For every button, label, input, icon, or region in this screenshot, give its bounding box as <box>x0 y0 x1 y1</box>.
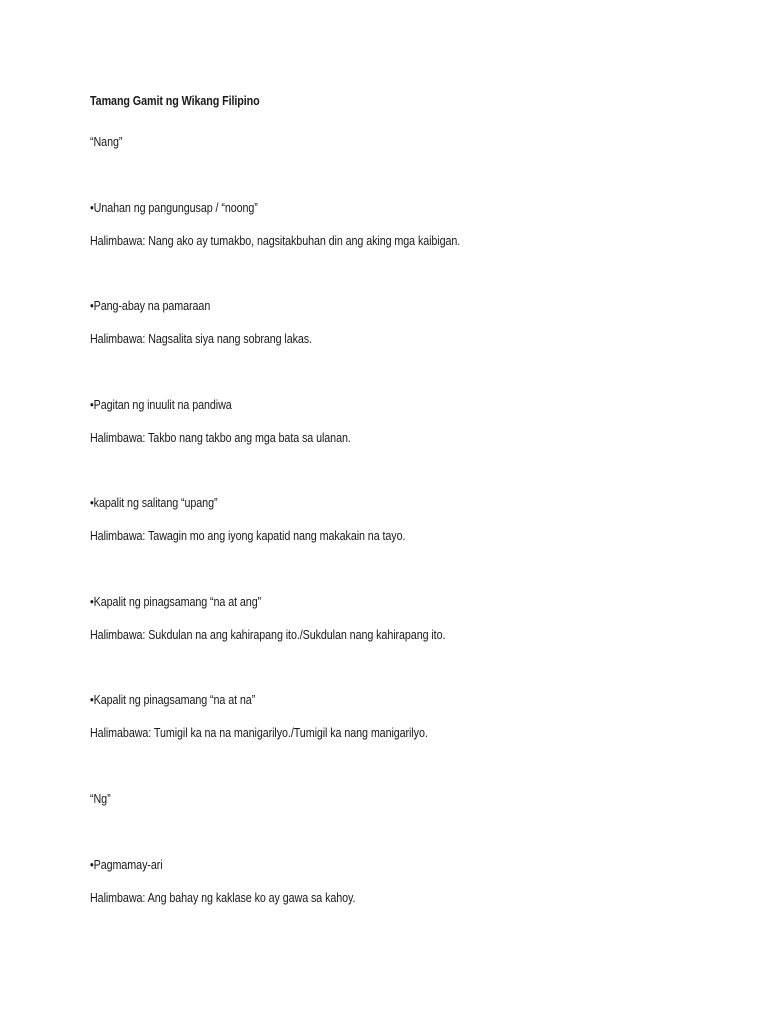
example-na-at-na: Halimabawa: Tumigil ka na na manigarilyo./Tumigil ka nang manigarilyo. <box>90 726 428 740</box>
example-pang-abay: Halimbawa: Nagsalita siya nang sobrang lakas. <box>90 332 313 346</box>
example-unahan: Halimbawa: Nang ako ay tumakbo, nagsitakbuhan din ang aking mga kaibigan. <box>90 234 461 248</box>
rule-pagitan: •Pagitan ng inuulit na pandiwa <box>90 398 232 412</box>
example-upang: Halimbawa: Tawagin mo ang iyong kapatid nang makakain na tayo. <box>90 529 406 543</box>
section-heading-ng: “Ng” <box>90 792 111 806</box>
rule-pang-abay: •Pang-abay na pamaraan <box>90 299 211 313</box>
document-title: Tamang Gamit ng Wikang Filipino <box>90 94 260 108</box>
example-pagmamay-ari: Halimbawa: Ang bahay ng kaklase ko ay gawa sa kahoy. <box>90 891 356 905</box>
rule-unahan: •Unahan ng pangungusap / “noong” <box>90 201 258 215</box>
example-na-at-ang: Halimbawa: Sukdulan na ang kahirapang ito./Sukdulan nang kahirapang ito. <box>90 628 446 642</box>
rule-pagmamay-ari: •Pagmamay-ari <box>90 858 163 872</box>
example-pagitan: Halimbawa: Takbo nang takbo ang mga bata sa ulanan. <box>90 431 351 445</box>
rule-upang: •kapalit ng salitang “upang” <box>90 496 218 510</box>
rule-na-at-na: •Kapalit ng pinagsamang “na at na” <box>90 693 256 707</box>
rule-na-at-ang: •Kapalit ng pinagsamang “na at ang” <box>90 595 262 609</box>
section-heading-nang: “Nang” <box>90 135 123 149</box>
